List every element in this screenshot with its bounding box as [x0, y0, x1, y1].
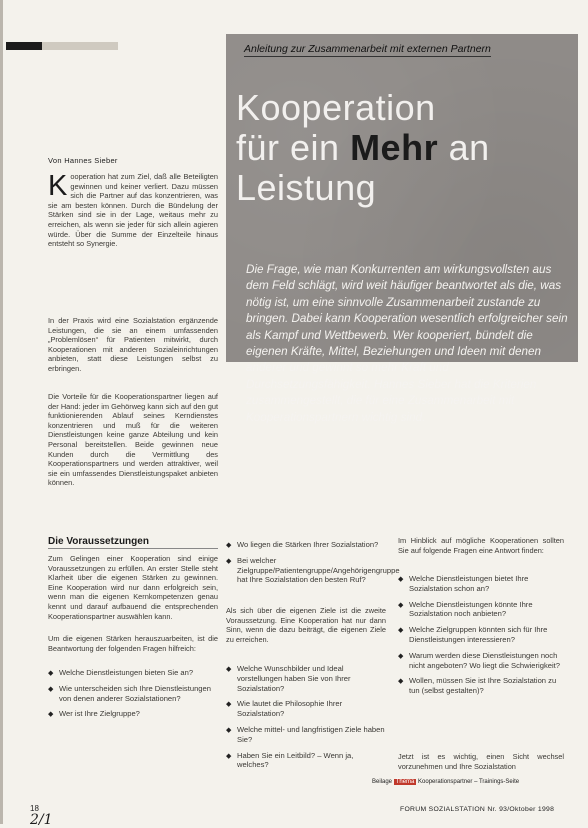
list-col3 — [398, 574, 564, 702]
col2-mid-text: Als sich über die eigenen Ziele ist die zweite Voraussetzung. Eine Kooperation hat nur dann Sinn, wenn die dazu beiträgt, die eigenen Ziele zu erreichen. — [226, 606, 386, 644]
list-col1 — [48, 668, 218, 725]
dropcap: K — [48, 170, 68, 202]
list-item: ◆ Welche Wunschbilder und Ideal vorstellungen haben Sie von Ihrer Sozialstation? — [226, 664, 351, 693]
headline-line3: Leistung — [236, 167, 377, 208]
intro-text — [48, 172, 218, 249]
list-col2b — [226, 664, 386, 776]
handwritten-note: 2/1 — [30, 812, 53, 828]
section-heading: Die Voraussetzungen — [48, 536, 149, 547]
list-item: ◆ Welche Zielgruppen könnten sich für Ihre Dienstleistungen interessieren? — [398, 625, 548, 644]
list-item: ◆ Warum werden diese Dienstleistungen noch nicht angeboten? Wo liegt die Schwierigkeit? — [398, 650, 560, 670]
article-subtitle: Anleitung zur Zusammenarbeit mit externen Partnern — [244, 43, 491, 55]
intro-p1: ooperation hat zum Ziel, daß alle Beteiligten gewinnen und keiner verliert. Dazu müssen sich die Partner auf das konzentrieren, was sie am besten können. Durch die Bündelung der Stärken sind sie in der Lage, weitaus mehr zu erreichen, als wenn sie jeder für sich allein agieren würde. Über die Summe der Einzelteile hinaus entsteht so Synergie. — [48, 172, 218, 249]
list-item: ◆ Welche mittel- und langfristigen Ziele haben Sie? — [226, 724, 385, 744]
list-item: ◆ Wo liegen die Stärken Ihrer Sozialstation? — [226, 540, 379, 549]
headline-line2-post: an — [438, 127, 490, 168]
page-number: 18 — [30, 804, 39, 813]
supplement-line: Beilage Thema Kooperationspartner – Trainings-Seite — [372, 779, 520, 785]
section-p1: Zum Gelingen einer Kooperation sind einige Voraussetzungen zu erfüllen. An erster Stelle steht Klarheit über die eigenen Stärken zu gewinnen. Eine Kooperation wird nur dann erfolgreich sein, wenn man die eigenen Kernkompetenzen genau kennt und darauf aufbauend die entsprechenden Kooperationspartner auswählen kann. — [48, 554, 218, 621]
headline-line1: Kooperation — [236, 87, 436, 128]
list-item: ◆ Wer ist Ihre Zielgruppe? — [48, 709, 140, 719]
scan-edge — [0, 0, 3, 824]
headline-line2-bold: Mehr — [350, 127, 439, 168]
article-teaser: Die Frage, wie man Konkurrenten am wirkungsvollsten aus dem Feld schlägt, wird weit häufiger beantwortet als die, was nötig ist, um eine sinnvolle Zusammenarbeit zustande zu bringen. Dabei kann Kooperation wesentlich erfolgreicher sein als Kampf und Wettbewerb. Wer kooperiert, bündelt die eigenen Kräfte, Mittel, Beziehungen und Ideen mit denen anderer und gewinnt so mehr Kraft und Durchsetzungsfähigkeit. Hannes Sieber hat die Kriterien zusammengestellt, die für eine Zusammenarbeit mit Kooperationspartnern wichtig sind. — [246, 263, 568, 424]
list-item: ◆ Wollen, müssen Sie ist Ihre Sozialstation zu tun (selbst gestalten)? — [398, 676, 557, 696]
list-item: ◆ Welche Dienstleistungen bietet Ihre Sozialstation schon an? — [398, 574, 529, 593]
list-col2a — [226, 540, 400, 591]
byline: Von Hannes Sieber — [48, 156, 118, 165]
intro-p3: Die Vorteile für die Kooperationspartner liegen auf der Hand: jeder im Gehörweg kann sich auf den gut funktionierenden Ablauf seines Kerndienstes konzentrieren und muß für die weiteren Dienstleistungen keine ganze Abteilung und kein Personal bereitstellen. Beide gewinnen neue Kunden durch die Vermittlung des Kooperationspartners und werden attraktiver, weil sie ein umfassendes Dienstleistungspaket anbieten können. — [48, 392, 218, 488]
list-item: ◆ Welche Dienstleistungen bieten Sie an? — [48, 668, 194, 677]
col3-end: Jetzt ist es wichtig, einen Sicht wechsel vorzunehmen und Ihre Sozialstation — [398, 752, 564, 771]
col3-intro: Im Hinblick auf mögliche Kooperationen sollten Sie auf folgende Fragen eine Antwort finden: — [398, 536, 564, 555]
publication-footer: FORUM SOZIALSTATION Nr. 93/Oktober 1998 — [400, 806, 555, 813]
headline-line2-pre: für ein — [236, 127, 351, 168]
list-item: ◆ Welche Dienstleistungen könnte Ihre Sozialstation noch anbieten? — [398, 599, 533, 619]
section-marker — [6, 42, 118, 50]
list-item: ◆ Wie lautet die Philosophie Ihrer Sozialstation? — [226, 699, 343, 719]
supplement-badge: Thema — [395, 779, 415, 785]
list-item: ◆ Bei welcher Zielgruppe/Patientengruppe/Angehörigengruppe hat Ihre Sozialstation den besten Ruf? — [226, 555, 400, 585]
section-p2: Um die eigenen Stärken herauszuarbeiten, ist die Beantwortung der folgenden Fragen hilfreich: — [48, 634, 218, 653]
list-item: ◆ Wie unterscheiden sich Ihre Dienstleistungen von denen anderer Sozialstationen? — [48, 683, 211, 703]
section-rule — [48, 548, 218, 549]
intro-p2: In der Praxis wird eine Sozialstation ergänzende Leistungen, die sie an einem umfassenden „Problemlösen“ für Patienten mitwirkt, durch Kooperationen mit anderen Sozialeinrichtungen anbieten, statt diese Leistungen selbst zu erbringen. — [48, 316, 218, 373]
article-headline — [236, 88, 576, 208]
list-item: ◆ Haben Sie ein Leitbild? – Wenn ja, welches? — [226, 750, 354, 770]
